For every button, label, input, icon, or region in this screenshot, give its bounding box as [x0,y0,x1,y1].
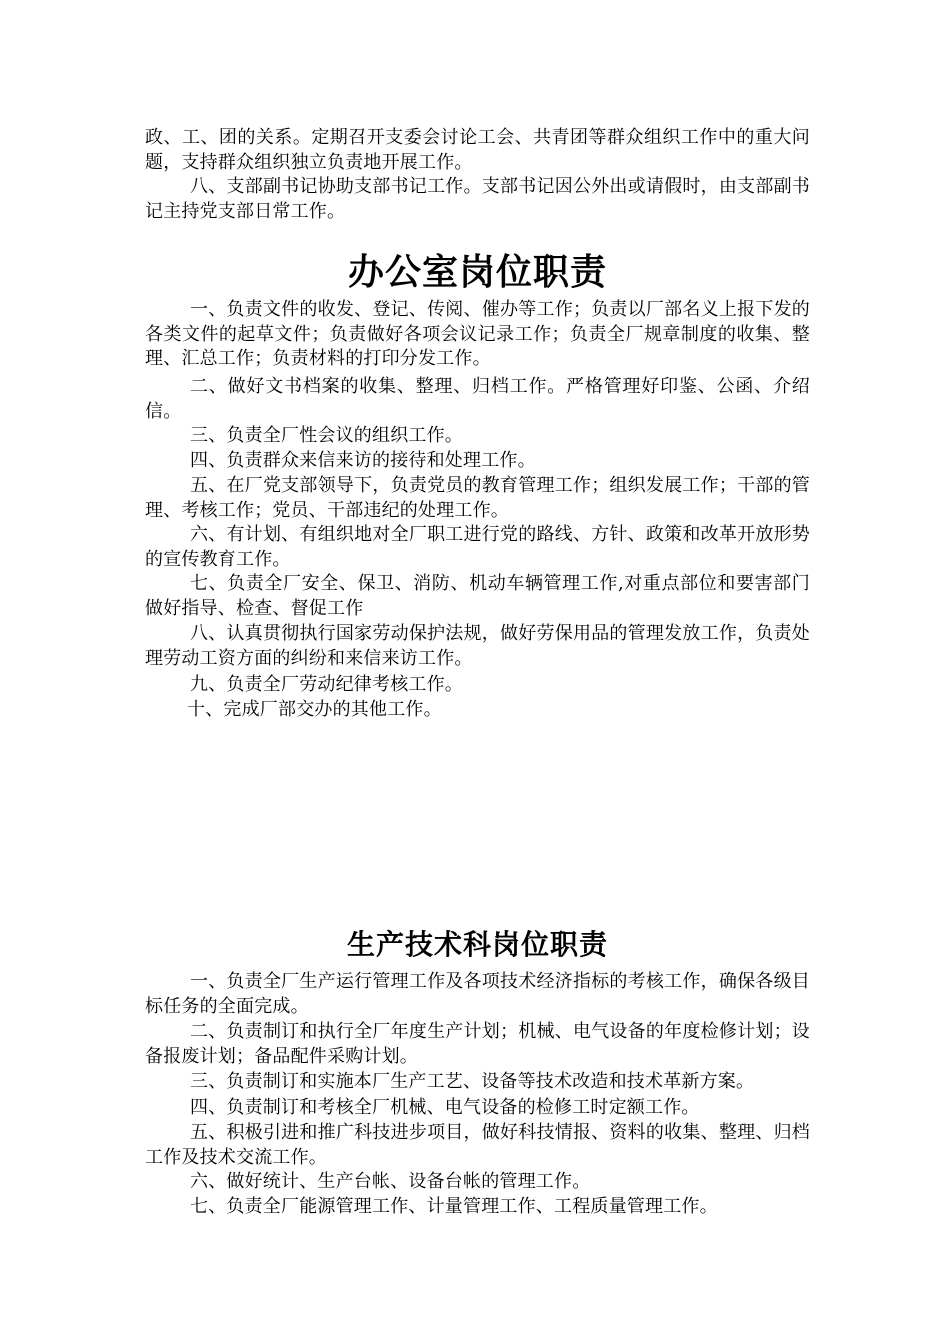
production-item-2: 二、负责制订和执行全厂年度生产计划；机械、电气设备的年度检修计划；设备报废计划；备品配件采购计划。 [145,1021,810,1067]
intro-paragraph-2: 八、支部副书记协助支部书记工作。支部书记因公外出或请假时，由支部副书记主持党支部日常工作。 [145,176,810,222]
office-item-6: 六、有计划、有组织地对全厂职工进行党的路线、方针、政策和改革开放形势的宣传教育工作。 [145,524,810,570]
office-item-8: 八、认真贯彻执行国家劳动保护法规，做好劳保用品的管理发放工作，负责处理劳动工资方面的纠纷和来信来访工作。 [145,623,810,669]
office-item-3: 三、负责全厂性会议的组织工作。 [190,425,463,446]
office-item-1: 一、负责文件的收发、登记、传阅、催办等工作；负责以厂部名义上报下发的各类文件的起草文件；负责做好各项会议记录工作；负责全厂规章制度的收集、整理、汇总工作；负责材料的打印分发工作。 [145,299,810,369]
production-item-3: 三、负责制订和实施本厂生产工艺、设备等技术改造和技术革新方案。 [190,1071,755,1092]
office-item-10: 十、完成厂部交办的其他工作。 [187,699,442,720]
production-item-4: 四、负责制订和考核全厂机械、电气设备的检修工时定额工作。 [190,1097,700,1118]
office-item-5: 五、在厂党支部领导下，负责党员的教育管理工作；组织发展工作；干部的管理、考核工作；党员、干部违纪的处理工作。 [145,475,810,521]
office-item-9: 九、负责全厂劳动纪律考核工作。 [190,674,463,695]
production-item-5: 五、积极引进和推广科技进步项目，做好科技情报、资料的收集、整理、归档工作及技术交流工作。 [145,1122,810,1168]
production-item-6: 六、做好统计、生产台帐、设备台帐的管理工作。 [190,1171,591,1192]
production-item-1: 一、负责全厂生产运行管理工作及各项技术经济指标的考核工作，确保各级目标任务的全面完成。 [145,971,810,1017]
office-item-2: 二、做好文书档案的收集、整理、归档工作。严格管理好印鉴、公函、介绍信。 [145,376,810,422]
production-section-title: 生产技术科岗位职责 [346,928,608,961]
office-section-title: 办公室岗位职责 [347,252,607,293]
intro-paragraph-1: 政、工、团的关系。定期召开支委会讨论工会、共青团等群众组织工作中的重大问题，支持群众组织独立负责地开展工作。 [145,127,810,173]
office-item-7: 七、负责全厂安全、保卫、消防、机动车辆管理工作,对重点部位和要害部门做好指导、检查、督促工作 [145,573,810,619]
office-item-4: 四、负责群众来信来访的接待和处理工作。 [190,450,536,471]
production-item-7: 七、负责全厂能源管理工作、计量管理工作、工程质量管理工作。 [190,1196,718,1217]
